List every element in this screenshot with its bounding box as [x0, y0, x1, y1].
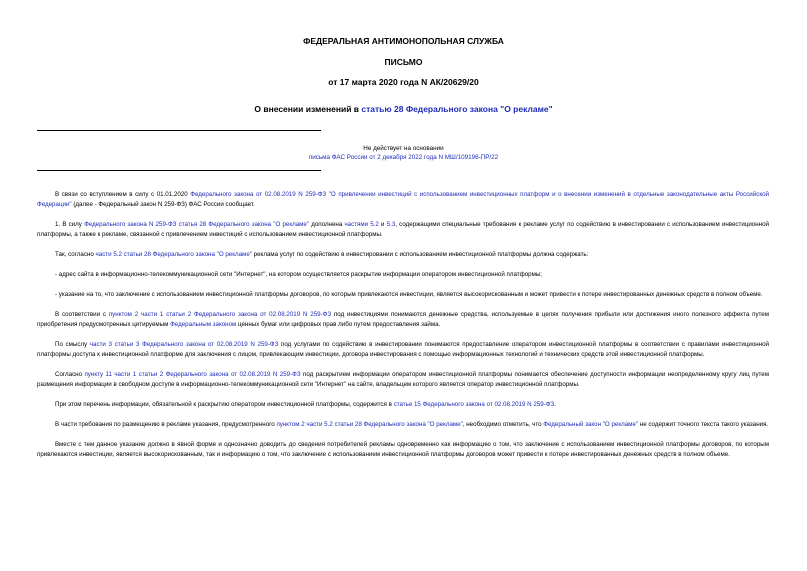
paragraph-1 [37, 190, 769, 210]
p2-text: 1. В силу [55, 221, 85, 228]
document-title-text: О внесении изменений в [254, 104, 362, 114]
p1-text-end: (далее - Федеральный закон N 259-ФЗ) ФАС России сообщает. [71, 201, 255, 208]
part-5-2-article-28-link[interactable]: части 5.2 статьи 28 Федерального закона "О рекламе" [95, 251, 252, 258]
letter-body [37, 190, 769, 470]
p9-text-b: . [554, 401, 556, 408]
p9-text: При этом перечень информации, обязательной к раскрытию оператором инвестиционной платформы, содержится в [55, 401, 394, 408]
law-259-fz-short-link[interactable]: Федерального закона N 259-ФЗ [84, 221, 177, 228]
paragraph-4: - адрес сайта в информационно-телекоммуникационной сети "Интернет", на котором осуществляется раскрытие информации оператором инвестиционной платформы; [55, 271, 543, 278]
p10-text: В части требования по размещению в рекламе указания, предусмотренного [55, 421, 277, 428]
p10-text-b: , необходимо отметить, что [462, 421, 544, 428]
paragraph-2 [37, 220, 769, 240]
paragraph-8 [37, 370, 769, 390]
title-law-link[interactable]: статью 28 Федерального закона "О рекламе" [361, 104, 553, 114]
paragraph-10 [37, 420, 769, 430]
article-15-link[interactable]: статье 15 Федерального закона от 02.08.2019 N 259-ФЗ [393, 401, 555, 408]
p3-text: Так, согласно [55, 251, 96, 258]
status-note-line2 [0, 154, 807, 161]
bottom-divider [37, 170, 321, 171]
agency-name: ФЕДЕРАЛЬНАЯ АНТИМОНОПОЛЬНАЯ СЛУЖБА [303, 36, 504, 46]
law-259-fz-link[interactable]: Федерального закона от 02.08.2019 N 259-ФЗ "О привлечении инвестиций с использованием инвестиционных платформ и о внесении изменений в отдельные законодательные акты Российской Федерации" [37, 191, 769, 208]
article-28-link[interactable]: статья 28 Федерального закона "О рекламе" [178, 221, 310, 228]
p7-text-b: под услугами по содействию в инвестировании понимаются предоставление оператором инвестиционной платформы в соответствии с правилами инвестиционной платформы доступа к инвестиционной платформе для заключения с лицом, привлекающим инвестиции, договора инвестирования с помощью информационных технологий и технических средств этой инвестиционной платформы. [37, 341, 770, 358]
p6-text-b: под инвестициями понимаются денежные средства, используемые в целях получения прибыли или достижения иного полезного эффекта путем приобретения предусмотренных цитируемым [37, 311, 770, 328]
p1-text: В связи со вступлением в силу с 01.01.2020 [55, 191, 191, 198]
p2-text-b: дополнена [309, 221, 345, 228]
document-type: ПИСЬМО [384, 57, 423, 67]
p7-text: По смыслу [55, 341, 90, 348]
part-5-2-link[interactable]: частями 5.2 [344, 221, 379, 228]
paragraph-11: Вместе с тем данное указание должно в явной форме и однозначно доводить до сведения потребителей рекламы одновременно как информацию о том, что заключение с использованием инвестиционной платформы договоров, по которым привлекаются инвестиции, является высокорискованным, так и информацию о том, что заключение с использованием инвестиционной платформы договоров может привести к потере инвестированных денежных средств в полном объеме. [37, 441, 769, 458]
clause-2-part-5-2-link[interactable]: пунктом 2 части 5.2 статьи 28 Федерального закона "О рекламе" [276, 421, 463, 428]
p2-text-c: и [378, 221, 387, 228]
advertising-law-link[interactable]: Федеральный закон "О рекламе" [543, 421, 639, 428]
p3-text-end: реклама услуг по содействию в инвестировании с использованием инвестиционной платформы должна содержать: [251, 251, 589, 258]
document-date-number: от 17 марта 2020 года N АК/20629/20 [328, 77, 479, 87]
paragraph-3 [37, 250, 769, 260]
p10-text-c: не содержит точного текста такого указания. [638, 421, 769, 428]
p8-text-b: под раскрытием информации оператором инвестиционной платформы понимается обеспечение доступности информации неопределенному кругу лиц путем размещения информации в свободном доступе в информационно-телекоммуникационной сети "Интернет" на сайте, владельцем которого является оператор инвестиционной платформы. [37, 371, 769, 388]
document-title [0, 104, 807, 114]
clause-11-part-1-article-2-link[interactable]: пункту 11 части 1 статьи 2 Федерального закона от 02.08.2019 N 259-ФЗ [84, 371, 301, 378]
paragraph-9 [37, 400, 769, 410]
top-divider [37, 130, 321, 131]
part-3-article-3-link[interactable]: части 3 статьи 3 Федерального закона от 02.08.2019 N 259-ФЗ [89, 341, 279, 348]
paragraph-5: - указание на то, что заключение с использованием инвестиционной платформы договоров, по которым привлекаются инвестиции, является высокорискованным и может привести к потере инвестированных денежных средств в полном объеме. [55, 291, 763, 298]
p8-text: Согласно [55, 371, 85, 378]
paragraph-7 [37, 340, 769, 360]
clause-2-part-1-article-2-link[interactable]: пунктом 2 части 1 статьи 2 Федерального закона от 02.08.2019 N 259-ФЗ [108, 311, 332, 318]
federal-law-link[interactable]: Федеральным законом [170, 321, 237, 328]
paragraph-6 [37, 310, 769, 330]
p6-text: В соответствии с [55, 311, 109, 318]
p6-text-c: ценных бумаг или цифровых прав либо путем предоставления займа. [236, 321, 441, 328]
part-5-3-link[interactable]: 5.3 [386, 221, 396, 228]
p2-text-d: , содержащими специальные требования к рекламе услуг по содействию в инвестировании с использованием инвестиционной платформы, а также к рекламе, связанной с привлечением инвестиций с использованием инвестиционной платформы. [37, 221, 769, 238]
revocation-letter-link[interactable]: письма ФАС России от 2 декабря 2022 года N МШ/109196-ПР/22 [308, 154, 499, 161]
status-note-line1: Не действует на основании [363, 145, 444, 152]
